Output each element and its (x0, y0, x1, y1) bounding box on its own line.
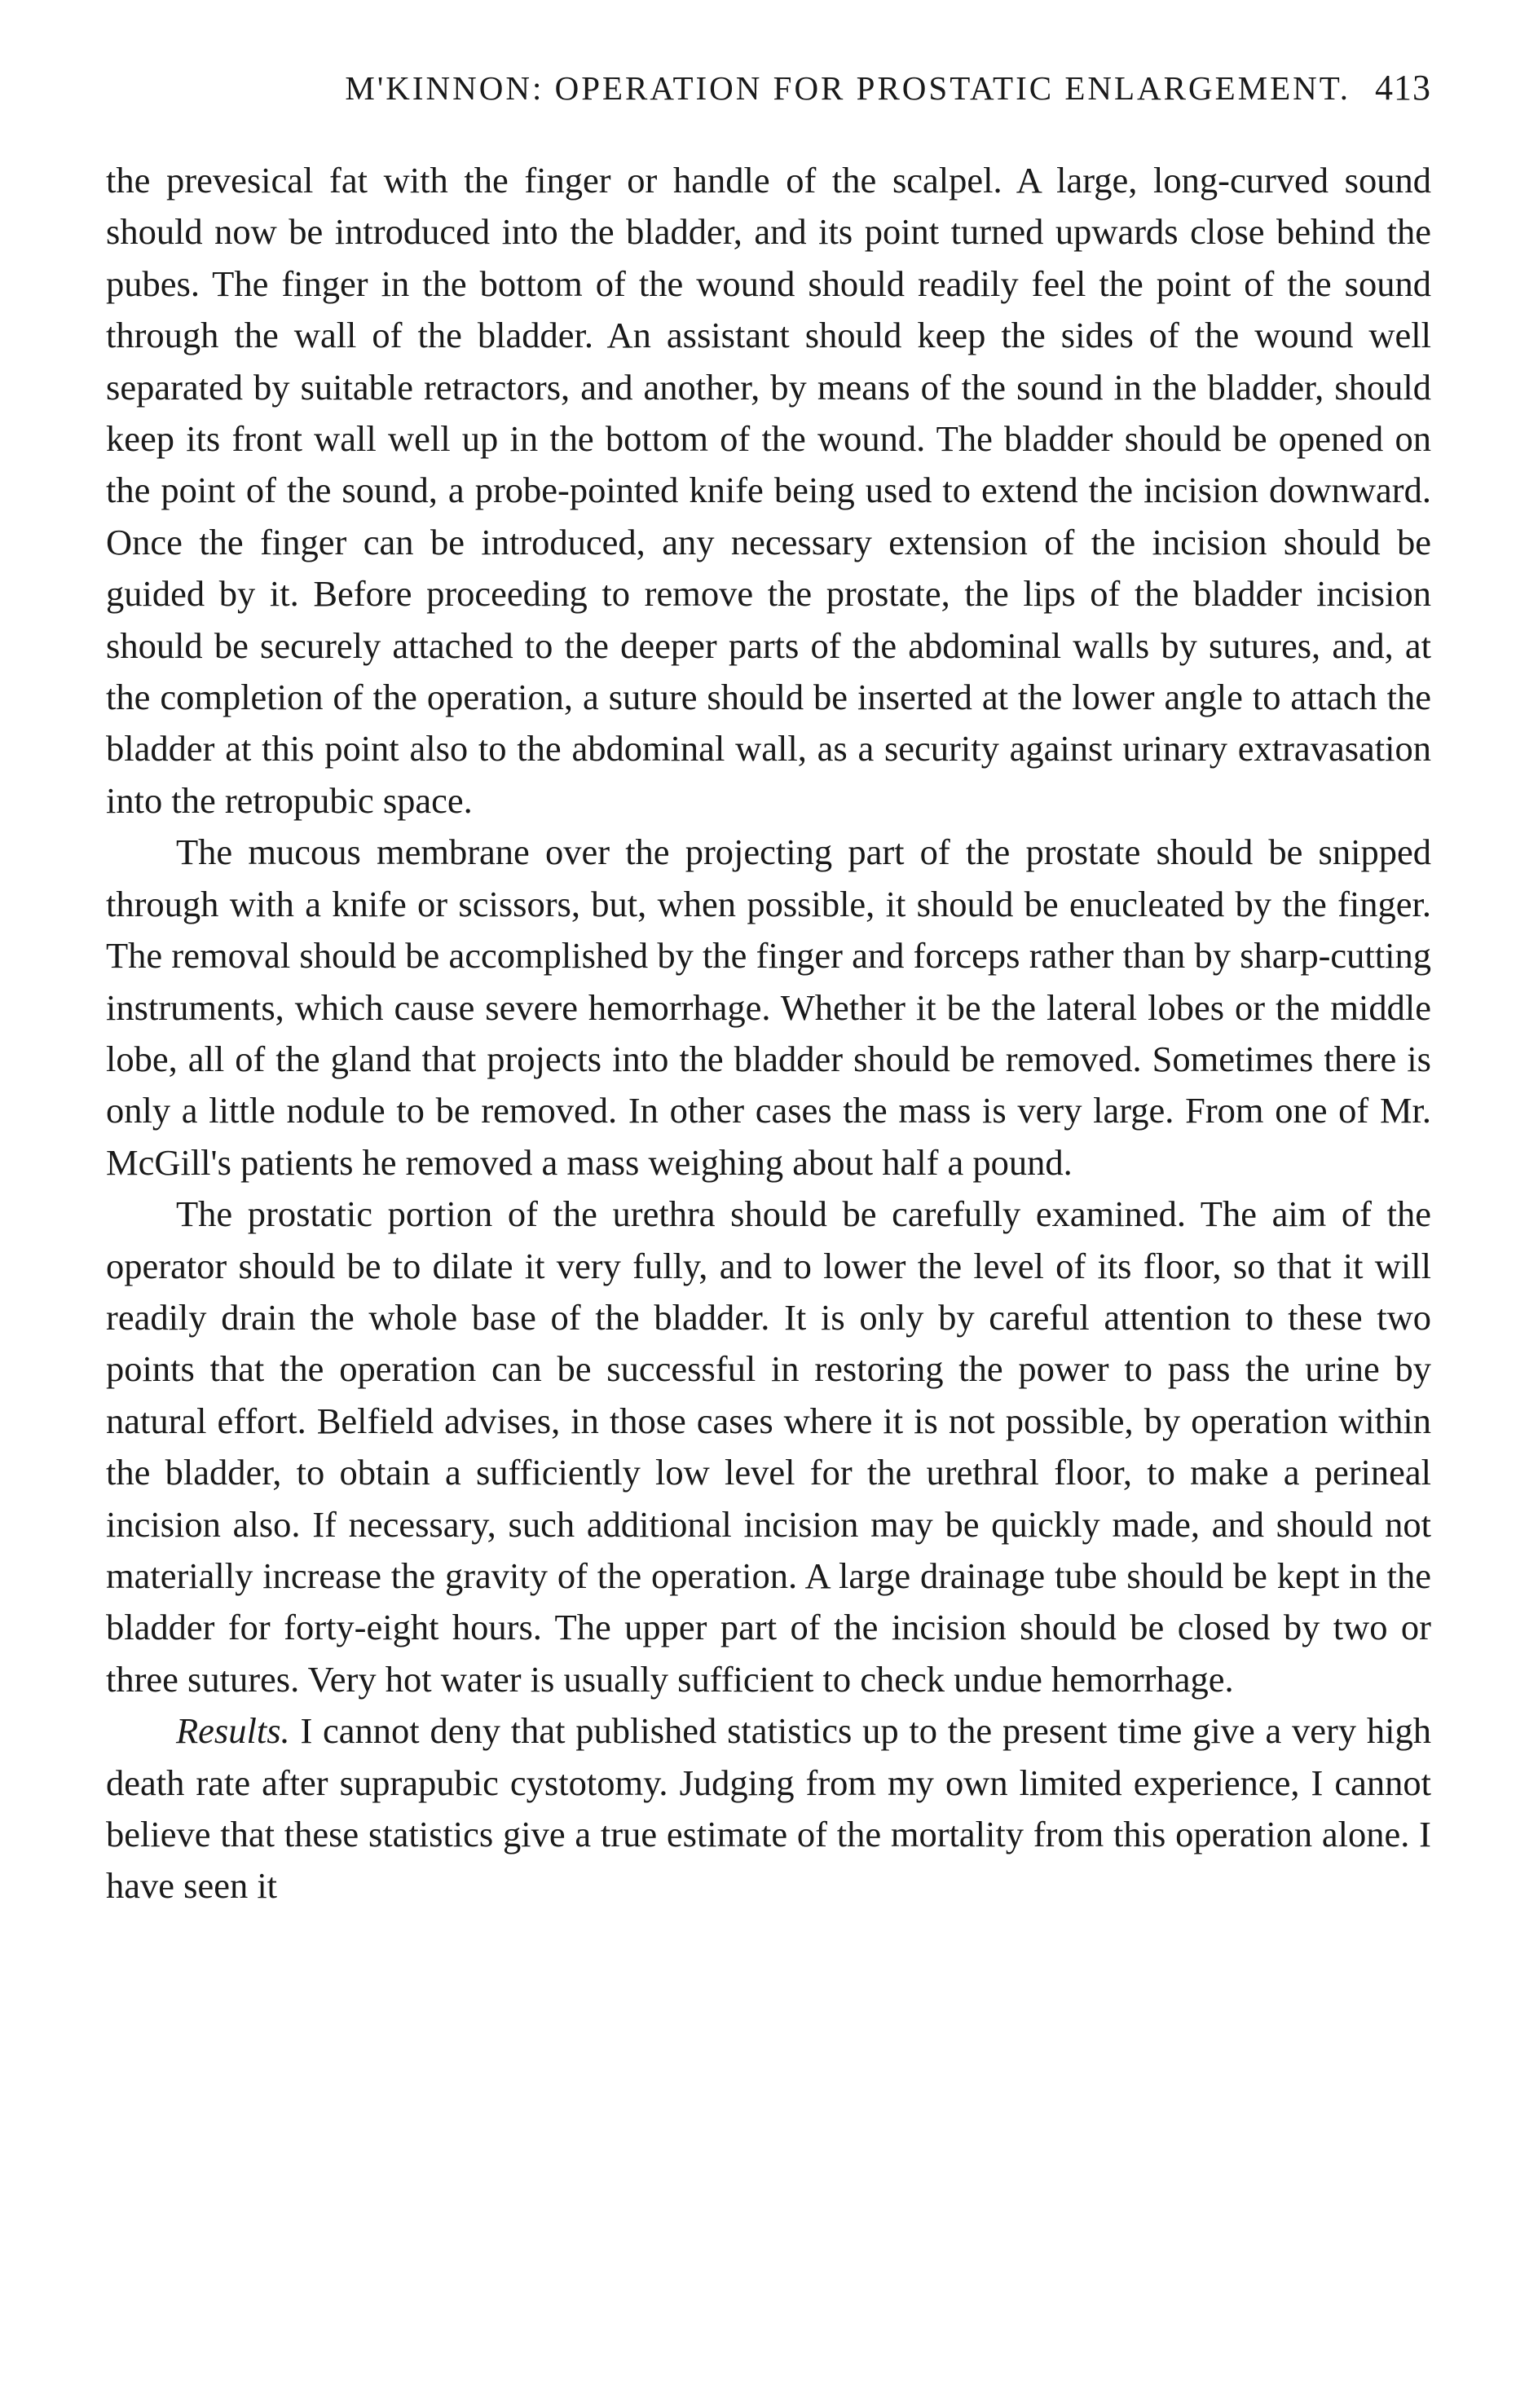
page-number: 413 (1375, 68, 1431, 108)
paragraph-enucleation (106, 827, 1431, 1189)
paragraph-text: I cannot deny that published statistics up to the present time give a very high death rate after suprapubic cystotomy. Judging from my own limited experience, I cannot believe that these statistics give a true estimate of the mortality from this operation alone. I have seen it (106, 1710, 1431, 1907)
paragraph-urethra (106, 1189, 1431, 1705)
running-title: M'KINNON: OPERATION FOR PROSTATIC ENLARGEMENT. (345, 69, 1351, 107)
paragraph-continued (106, 155, 1431, 827)
paragraph-text: The prostatic portion of the urethra should be carefully examined. The aim of the operator should be to dilate it very fully, and to lower the level of its floor, so that it will readily drain the whole base of the bladder. It is only by careful attention to these two points that the operation can be successful in restoring the power to pass the urine by natural effort. Belfield advises, in those cases where it is not possible, by operation within the bladder, to obtain a sufficiently low level for the urethral floor, to make a perineal incision also. If necessary, such additional incision may be quickly made, and should not materially increase the gravity of the operation. A large drainage tube should be kept in the bladder for forty-eight hours. The upper part of the incision should be closed by two or three sutures. Very hot water is usually sufficient to check undue hemorrhage. (106, 1193, 1431, 1700)
paragraph-text: the prevesical fat with the finger or handle of the scalpel. A large, long-curved sound should now be introduced into the bladder, and its point turned upwards close behind the pubes. The finger in the bottom of the wound should readily feel the point of the sound through the wall of the bladder. An assistant should keep the sides of the wound well separated by suitable retractors, and another, by means of the sound in the bladder, should keep its front wall well up in the bottom of the wound. The bladder should be opened on the point of the sound, a probe-pointed knife being used to extend the incision downward. Once the finger can be introduced, any necessary extension of the incision should be guided by it. Before proceeding to remove the prostate, the lips of the bladder incision should be securely attached to the deeper parts of the abdominal walls by sutures, and, at the completion of the operation, a suture should be inserted at the lower angle to attach the bladder at this point also to the abdominal wall, as a security against urinary extravasation into the retropubic space. (106, 160, 1431, 821)
paragraph-text: The mucous membrane over the projecting part of the prostate should be snipped through with a knife or scissors, but, when possible, it should be enucleated by the finger. The removal should be accomplished by the finger and forceps rather than by sharp-cutting instruments, which cause severe hemorrhage. Whether it be the lateral lobes or the middle lobe, all of the gland that projects into the bladder should be removed. Sometimes there is only a little nodule to be removed. In other cases the mass is very large. From one of Mr. McGill's patients he removed a mass weighing about half a pound. (106, 831, 1431, 1183)
body-text (106, 155, 1431, 1912)
runin-heading: Results. (176, 1710, 290, 1752)
running-head (106, 67, 1431, 116)
paragraph-results (106, 1705, 1431, 1912)
